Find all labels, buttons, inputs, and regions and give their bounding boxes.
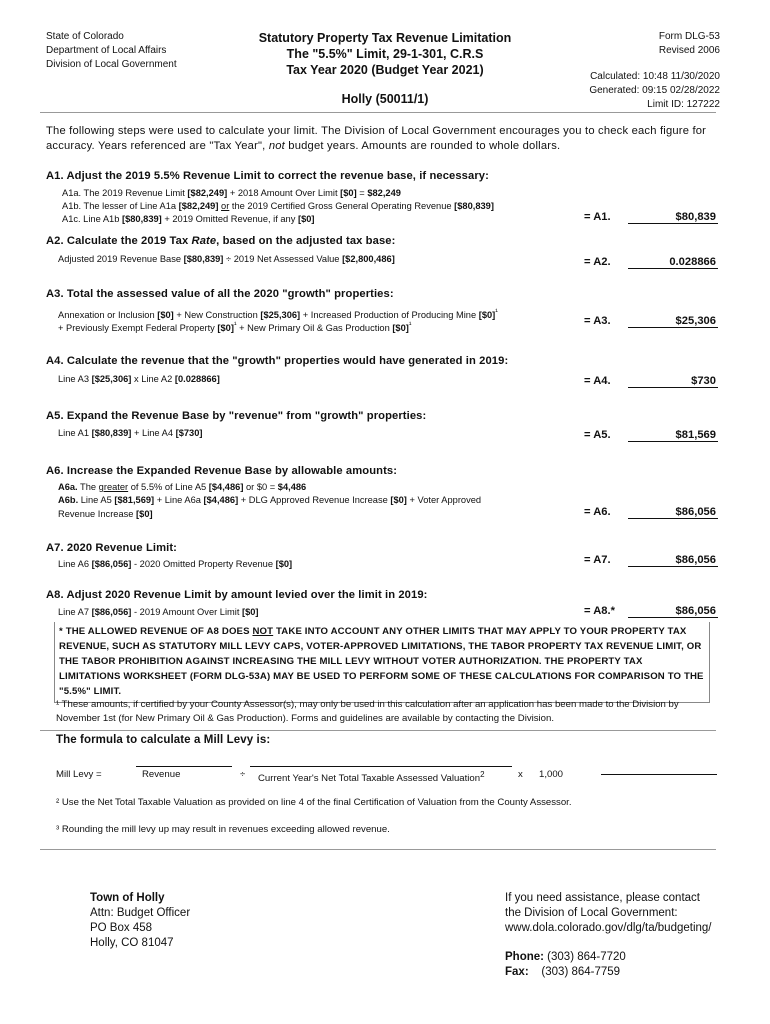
entity-name: Holly (50011/1) (341, 92, 429, 106)
calculated-time: Calculated: 10:48 11/30/2020 (590, 71, 720, 82)
formula-title: The formula to calculate a Mill Levy is: (56, 734, 271, 746)
formula-times: x (518, 769, 523, 780)
line-a6b: A6b. Line A5 [$81,569] + Line A6a [$4,486] + DLG Approved Revenue Increase [$0] + Voter Approved (58, 495, 482, 505)
mailing-address (90, 891, 190, 951)
footnote-3: ³ Rounding the mill levy up may result in revenues exceeding allowed revenue. (56, 824, 390, 835)
limit-id: Limit ID: 127222 (647, 99, 720, 110)
formula-divide: ÷ (240, 769, 246, 780)
section-a8-title: A8. Adjust 2020 Revenue Limit by amount levied over the limit in 2019: (46, 589, 428, 601)
section-a7-title: A7. 2020 Revenue Limit: (46, 542, 178, 554)
a3-label: = A3. (584, 315, 611, 327)
form-title (230, 30, 540, 78)
line-a3a: Annexation or Inclusion [$0] + New Construction [$25,306] + Increased Production of Producing Mine [$0]$^{^1}$ (58, 307, 498, 321)
a8-value: $86,056 (628, 605, 718, 618)
a6-value: $86,056 (628, 506, 718, 519)
section-a6-title: A6. Increase the Expanded Revenue Base by allowable amounts: (46, 465, 398, 477)
line-a7: Line A6 [$86,056] - 2020 Omitted Property Revenue [$0] (58, 559, 293, 569)
a1-value: $80,839 (628, 211, 718, 224)
line-a1b: A1b. The lesser of Line A1a [$82,249] or the 2019 Certified Gross General Operating Revenue [$80,839] (62, 201, 494, 211)
a3-value: $25,306 (628, 315, 718, 328)
mill-levy-result-blank (601, 774, 717, 775)
a5-label: = A5. (584, 429, 611, 441)
a7-label: = A7. (584, 554, 611, 566)
form-title-line: Statutory Property Tax Revenue Limitation (258, 31, 512, 45)
line-a6c: Revenue Increase [$0] (58, 509, 153, 519)
a2-value: 0.028866 (628, 256, 718, 269)
contact-phone: Phone: (303) 864-7720 (505, 951, 626, 963)
form-id-block (659, 30, 720, 58)
footnote-divider (40, 730, 716, 731)
meta-block (589, 70, 720, 112)
section-a4-title: A4. Calculate the revenue that the "growth" properties would have generated in 2019: (46, 355, 509, 367)
a4-label: = A4. (584, 375, 611, 387)
a5-value: $81,569 (628, 429, 718, 442)
section-a5-title: A5. Expand the Revenue Base by "revenue" from "growth" properties: (46, 410, 427, 422)
line-a1c: A1c. Line A1b [$80,839] + 2019 Omitted Revenue, if any [$0] (62, 214, 315, 224)
agency-block (46, 30, 177, 72)
a2-label: = A2. (584, 256, 611, 268)
footnote-1: ¹ These amounts, if certified by your County Assessor(s), may only be used in this calculation after an application has been made to the Division by November 1st (for New Primary Oil & Gas Production). Forms and guidelines are available by contacting the Division. (56, 699, 679, 724)
line-a6a: A6a. The greater of 5.5% of Line A5 [$4,486] or $0 = $4,486 (58, 482, 307, 492)
revenue-blank (136, 766, 232, 767)
address-divider (40, 849, 716, 850)
line-a2: Adjusted 2019 Revenue Base [$80,839] ÷ 2019 Net Assessed Value [$2,800,486] (58, 254, 395, 264)
contact-website-link[interactable]: www.dola.colorado.gov/dlg/ta/budgeting/ (505, 922, 712, 934)
valuation-blank (250, 766, 512, 767)
mill-levy-lhs: Mill Levy = (56, 769, 102, 780)
generated-time: Generated: 09:15 02/28/2022 (589, 85, 720, 96)
formula-valuation: Current Year's Net Total Taxable Assessed Valuation$^2$ (258, 770, 485, 785)
footnote-2: ² Use the Net Total Taxable Valuation as provided on line 4 of the final Certification of Valuation from the County Assessor. (56, 797, 572, 808)
section-a2-title: A2. Calculate the 2019 Tax Rate, based on the adjusted tax base: (46, 235, 396, 247)
form-number: Form DLG-53 (658, 31, 720, 42)
agency-line: State of Colorado (46, 31, 124, 42)
address-line: Holly, CO 81047 (90, 937, 174, 949)
revenue-limit-notice: * THE ALLOWED REVENUE OF A8 DOES NOT TAKE INTO ACCOUNT ANY OTHER LIMITS THAT MAY APPLY TO YOUR PROPERTY TAX REVENUE, SUCH AS STATUTORY MILL LEVY CAPS, VOTER-APPROVED LIMITATIONS, THE TABOR PROPERTY TAX REVENUE LIMIT, OR THE TABOR PROHIBITION AGAINST INCREASING THE MILL LEVY WITHOUT VOTER AUTHORIZATION. THE PROPERTY TAX LIMITATIONS WORKSHEET (FORM DLG-53A) MAY BE USED TO PERFORM SOME OF THESE CALCULATIONS FOR COMPARISON TO THE "5.5%" LIMIT. (54, 622, 710, 703)
form-title-line: The "5.5%" Limit, 29-1-301, C.R.S (286, 47, 484, 61)
line-a4: Line A3 [$25,306] x Line A2 [0.028866] (58, 374, 220, 384)
formula-revenue: Revenue (142, 769, 181, 780)
contact-line: If you need assistance, please contact (505, 892, 700, 904)
agency-line: Division of Local Government (46, 59, 177, 70)
section-a3-title: A3. Total the assessed value of all the 2020 "growth" properties: (46, 288, 394, 300)
contact-fax: Fax: (303) 864-7759 (505, 966, 621, 978)
address-line: PO Box 458 (90, 922, 153, 934)
a4-value: $730 (628, 375, 718, 388)
formula-factor: 1,000 (539, 769, 564, 780)
header-divider (40, 112, 716, 113)
a1-label: = A1. (584, 211, 611, 223)
line-a8: Line A7 [$86,056] - 2019 Amount Over Limit [$0] (58, 607, 259, 617)
section-a1-title: A1. Adjust the 2019 5.5% Revenue Limit to correct the revenue base, if necessary: (46, 170, 489, 182)
a7-value: $86,056 (628, 554, 718, 567)
agency-line: Department of Local Affairs (46, 45, 167, 56)
form-revision: Revised 2006 (658, 45, 720, 56)
address-name: Town of Holly (90, 892, 165, 904)
a6-label: = A6. (584, 506, 611, 518)
a8-label: = A8.* (584, 605, 615, 617)
contact-block (505, 891, 712, 980)
contact-line: the Division of Local Government: (505, 907, 678, 919)
address-line: Attn: Budget Officer (90, 907, 191, 919)
form-title-line: Tax Year 2020 (Budget Year 2021) (286, 63, 484, 77)
intro-text: The following steps were used to calculate your limit. The Division of Local Government encourages you to check each figure for accuracy. Years referenced are "Tax Year", not budget years. Amounts are rounded to whole dollars. (46, 125, 707, 152)
line-a1a: A1a. The 2019 Revenue Limit [$82,249] + 2018 Amount Over Limit [$0] = $82,249 (62, 188, 401, 198)
line-a5: Line A1 [$80,839] + Line A4 [$730] (58, 428, 203, 438)
line-a3b: + Previously Exempt Federal Property [$0]$^{^1}$ + New Primary Oil & Gas Production [$0]$^{^1}$ (58, 320, 412, 334)
